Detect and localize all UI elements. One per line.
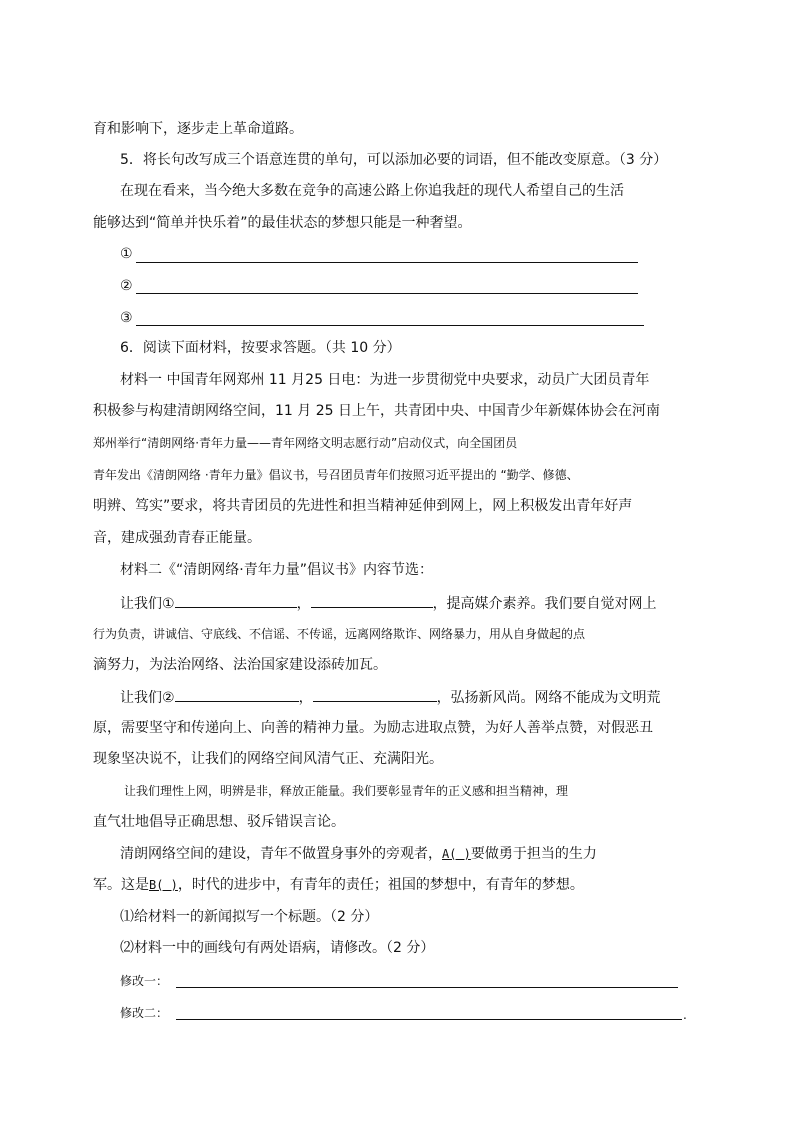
answer-line-3[interactable]	[136, 325, 644, 326]
text-line: 郑州举行“清朗网络·青年力量——青年网络文明志愿行动”启动仪式，向全国团员	[93, 436, 518, 450]
text-line: 让我们理性上网，明辨是非，释放正能量。我们要彰显青年的正义感和担当精神，理	[124, 784, 569, 798]
blank-1a[interactable]	[175, 592, 297, 608]
blank-a[interactable]: A( )	[442, 847, 471, 861]
answer-line-2[interactable]	[136, 293, 638, 294]
text-line: 现象坚决说不，让我们的网络空间风清气正、充满阳光。	[93, 751, 443, 767]
text-line: 让我们② ， ，弘扬新风尚。网络不能成为文明荒	[120, 686, 661, 708]
answer-label-3: ③	[120, 310, 133, 326]
sub-question-1: ⑴给材料一的新闻拟写一个标题。（2 分）	[120, 909, 379, 925]
blank-2a[interactable]	[175, 686, 299, 702]
text-line: 原，需要坚守和传递向上、向善的精神力量。为励志进取点赞，为好人善举点赞，对假恶丑	[93, 720, 653, 736]
blank-2b[interactable]	[313, 686, 437, 702]
text-line: 能够达到“简单并快乐着”的最佳状态的梦想只能是一种奢望。	[93, 215, 472, 231]
text-line: 行为负责，讲诚信、守底线、不信谣、不传谣，远离网络欺诈、网络暴力，用从自身做起的点	[93, 627, 586, 641]
fix-1-label: 修改一：	[120, 974, 169, 988]
answer-line-1[interactable]	[136, 262, 638, 263]
text-line: 育和影响下，逐步走上革命道路。	[93, 121, 303, 137]
text-line: 让我们① ， ，提高媒介素养。我们要自觉对网上	[120, 592, 657, 614]
fix-1-answer-line[interactable]	[176, 987, 678, 988]
answer-label-2: ②	[120, 278, 133, 294]
sub-question-2: ⑵材料一中的画线句有两处语病，请修改。（2 分）	[120, 940, 435, 956]
fix-2-answer-line[interactable]	[176, 1019, 682, 1020]
answer-label-1: ①	[120, 246, 133, 262]
question-6-prompt: 6．阅读下面材料，按要求答题。（共 10 分）	[120, 340, 401, 356]
blank-b[interactable]: B( )	[149, 878, 178, 892]
text-line: 材料一 中国青年网郑州 11 月25 日电：为进一步贯彻党中央要求，动员广大团员青年	[120, 372, 650, 388]
text-line: 滴努力，为法治网络、法治国家建设添砖加瓦。	[93, 657, 387, 673]
question-5-prompt: 5．将长句改写成三个语意连贯的单句，可以添加必要的词语，但不能改变原意。（3 分）	[120, 152, 668, 168]
text-line: 军。这是B( )，时代的进步中，有青年的责任；祖国的梦想中，有青年的梦想。	[93, 877, 584, 893]
text-line: 青年发出《清朗网络 ·青年力量》倡议书，号召团员青年们按照习近平提出的 “勤学、修德、	[93, 468, 579, 482]
text-line: 音，建成强劲青春正能量。	[93, 530, 261, 546]
trailing-mark: .	[683, 1008, 687, 1022]
text-line: 明辨、笃实”要求，将共青团员的先进性和担当精神延伸到网上，网上积极发出青年好声	[93, 498, 633, 514]
blank-1b[interactable]	[311, 592, 433, 608]
fix-2-label: 修改二：	[120, 1006, 169, 1020]
text-line: 清朗网络空间的建设，青年不做置身事外的旁观者，A( )要做勇于担当的生力	[120, 846, 597, 862]
text-line: 积极参与构建清朗网络空间，11 月 25 日上午，共青团中央、中国青少年新媒体协会在河南	[93, 403, 660, 419]
text-line: 直气壮地倡导正确思想、驳斥错误言论。	[93, 814, 345, 830]
text-line: 在现在看来，当今绝大多数在竞争的高速公路上你追我赶的现代人希望自己的生活	[120, 183, 624, 199]
material-2-heading: 材料二《“清朗网络·青年力量”倡议书》内容节选：	[120, 562, 433, 578]
